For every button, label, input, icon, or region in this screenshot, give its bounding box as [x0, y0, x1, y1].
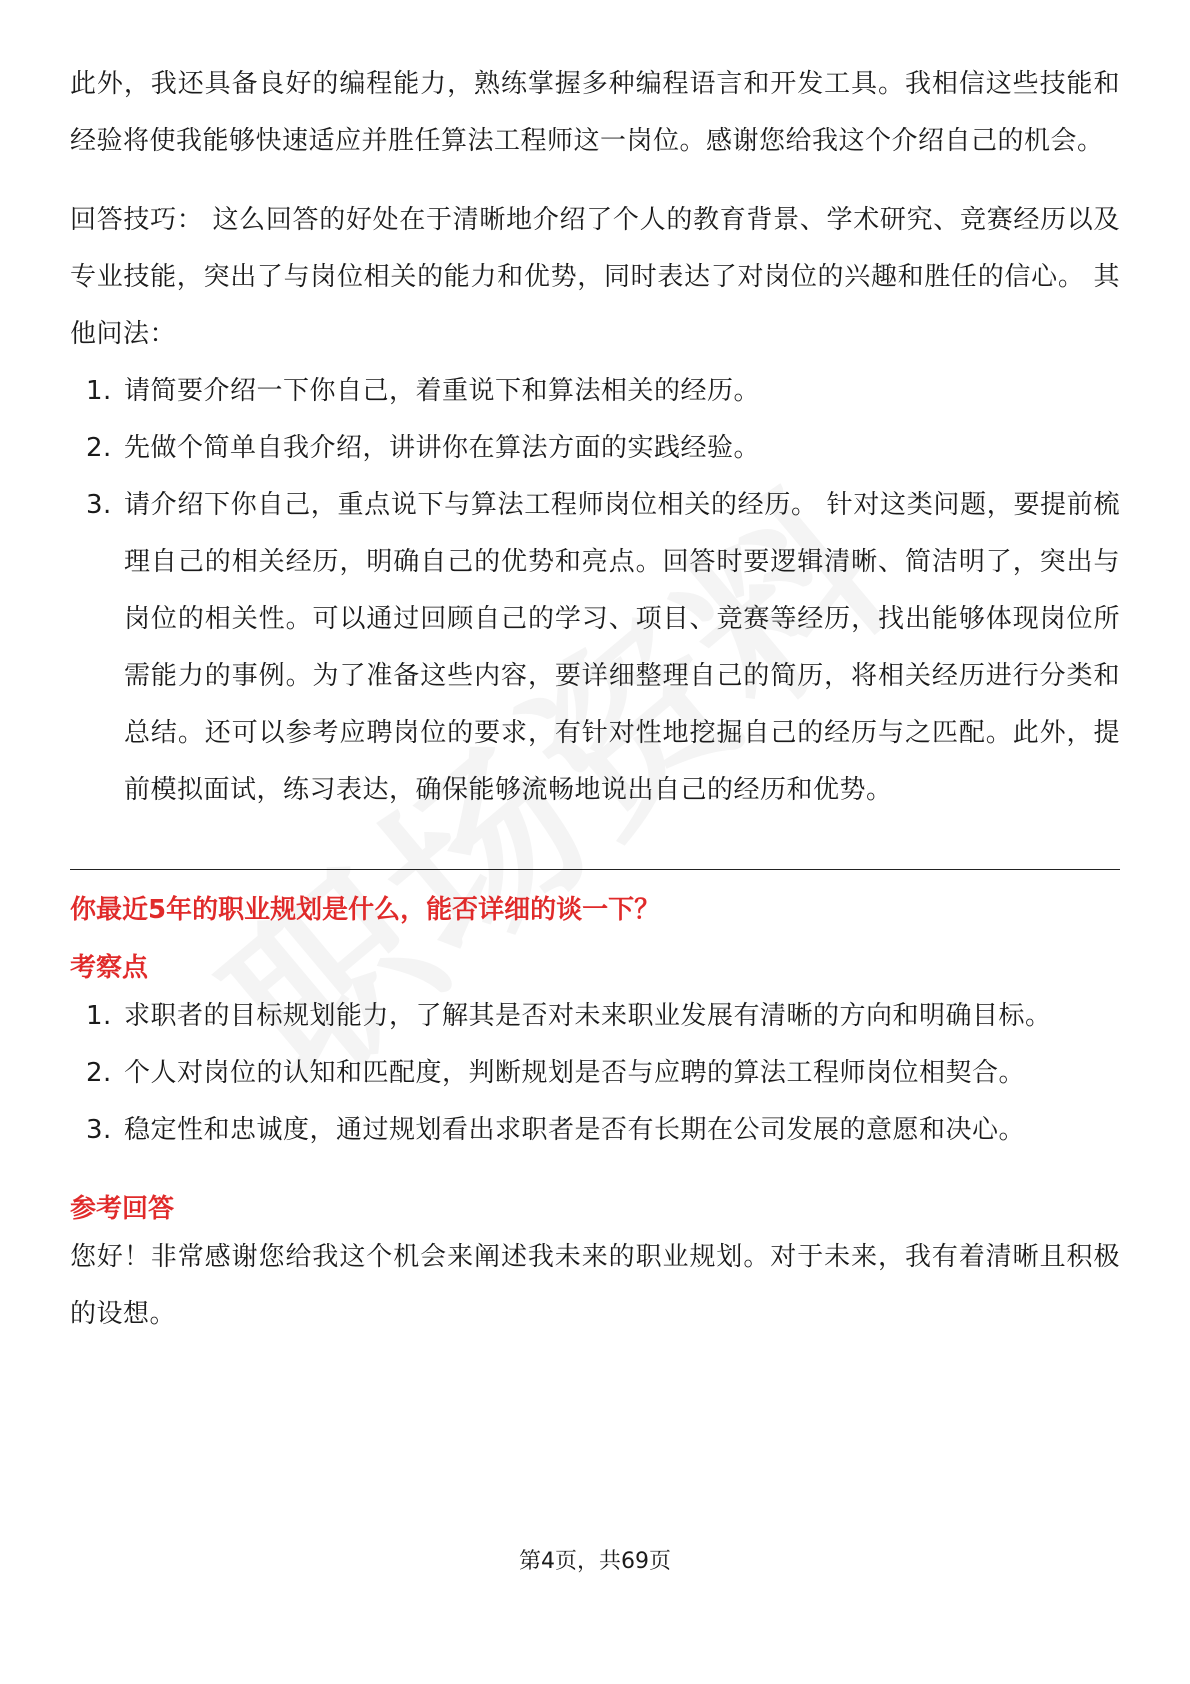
list-number: 1.	[86, 376, 112, 406]
question-heading: 你最近5年的职业规划是什么，能否详细的谈一下？	[70, 895, 661, 925]
list-item	[70, 363, 1120, 420]
content	[70, 56, 1120, 1343]
assessment-list	[70, 988, 1120, 1159]
list-item	[70, 1102, 1120, 1159]
list-text: 请简要介绍一下你自己，着重说下和算法相关的经历。	[124, 376, 761, 406]
list-text: 先做个简单自我介绍，讲讲你在算法方面的实践经验。	[124, 433, 761, 463]
assessment-title: 考察点	[70, 953, 149, 983]
list-number: 3.	[86, 1115, 112, 1145]
list-text: 个人对岗位的认知和匹配度，判断规划是否与应聘的算法工程师岗位相契合。	[124, 1058, 1026, 1088]
list-text: 请介绍下你自己，重点说下与算法工程师岗位相关的经历。 针对这类问题，要提前梳理自己的相关经历，明确自己的优势和亮点。回答时要逻辑清晰、简洁明了，突出与岗位的相关性。可以通过回顾自己的学习、项目、竞赛等经历，找出能够体现岗位所需能力的事例。为了准备这些内容，要详细整理自己的简历，将相关经历进行分类和总结。还可以参考应聘岗位的要求，有针对性地挖掘自己的经历与之匹配。此外，提前模拟面试，练习表达，确保能够流畅地说出自己的经历和优势。	[124, 490, 1120, 805]
answer-paragraph: 您好！非常感谢您给我这个机会来阐述我未来的职业规划。对于未来，我有着清晰且积极的设想。	[70, 1242, 1120, 1329]
list-text: 稳定性和忠诚度，通过规划看出求职者是否有长期在公司发展的意愿和决心。	[124, 1115, 1026, 1145]
list-item	[70, 420, 1120, 477]
intro-paragraph: 此外，我还具备良好的编程能力，熟练掌握多种编程语言和开发工具。我相信这些技能和经验将使我能够快速适应并胜任算法工程师这一岗位。感谢您给我这个介绍自己的机会。	[70, 69, 1120, 156]
tips-paragraph: 回答技巧： 这么回答的好处在于清晰地介绍了个人的教育背景、学术研究、竞赛经历以及专业技能，突出了与岗位相关的能力和优势，同时表达了对岗位的兴趣和胜任的信心。 其他问法：	[70, 205, 1120, 349]
answer-title: 参考回答	[70, 1194, 175, 1224]
list-number: 2.	[86, 433, 112, 463]
page-footer: 第4页，共69页	[519, 1549, 671, 1574]
list-number: 3.	[86, 490, 112, 520]
list-item	[70, 988, 1120, 1045]
other-questions-list	[70, 363, 1120, 819]
list-number: 1.	[86, 1001, 112, 1031]
section-divider	[70, 869, 1120, 870]
list-item	[70, 477, 1120, 819]
list-number: 2.	[86, 1058, 112, 1088]
list-item	[70, 1045, 1120, 1102]
list-text: 求职者的目标规划能力，了解其是否对未来职业发展有清晰的方向和明确目标。	[124, 1001, 1052, 1031]
